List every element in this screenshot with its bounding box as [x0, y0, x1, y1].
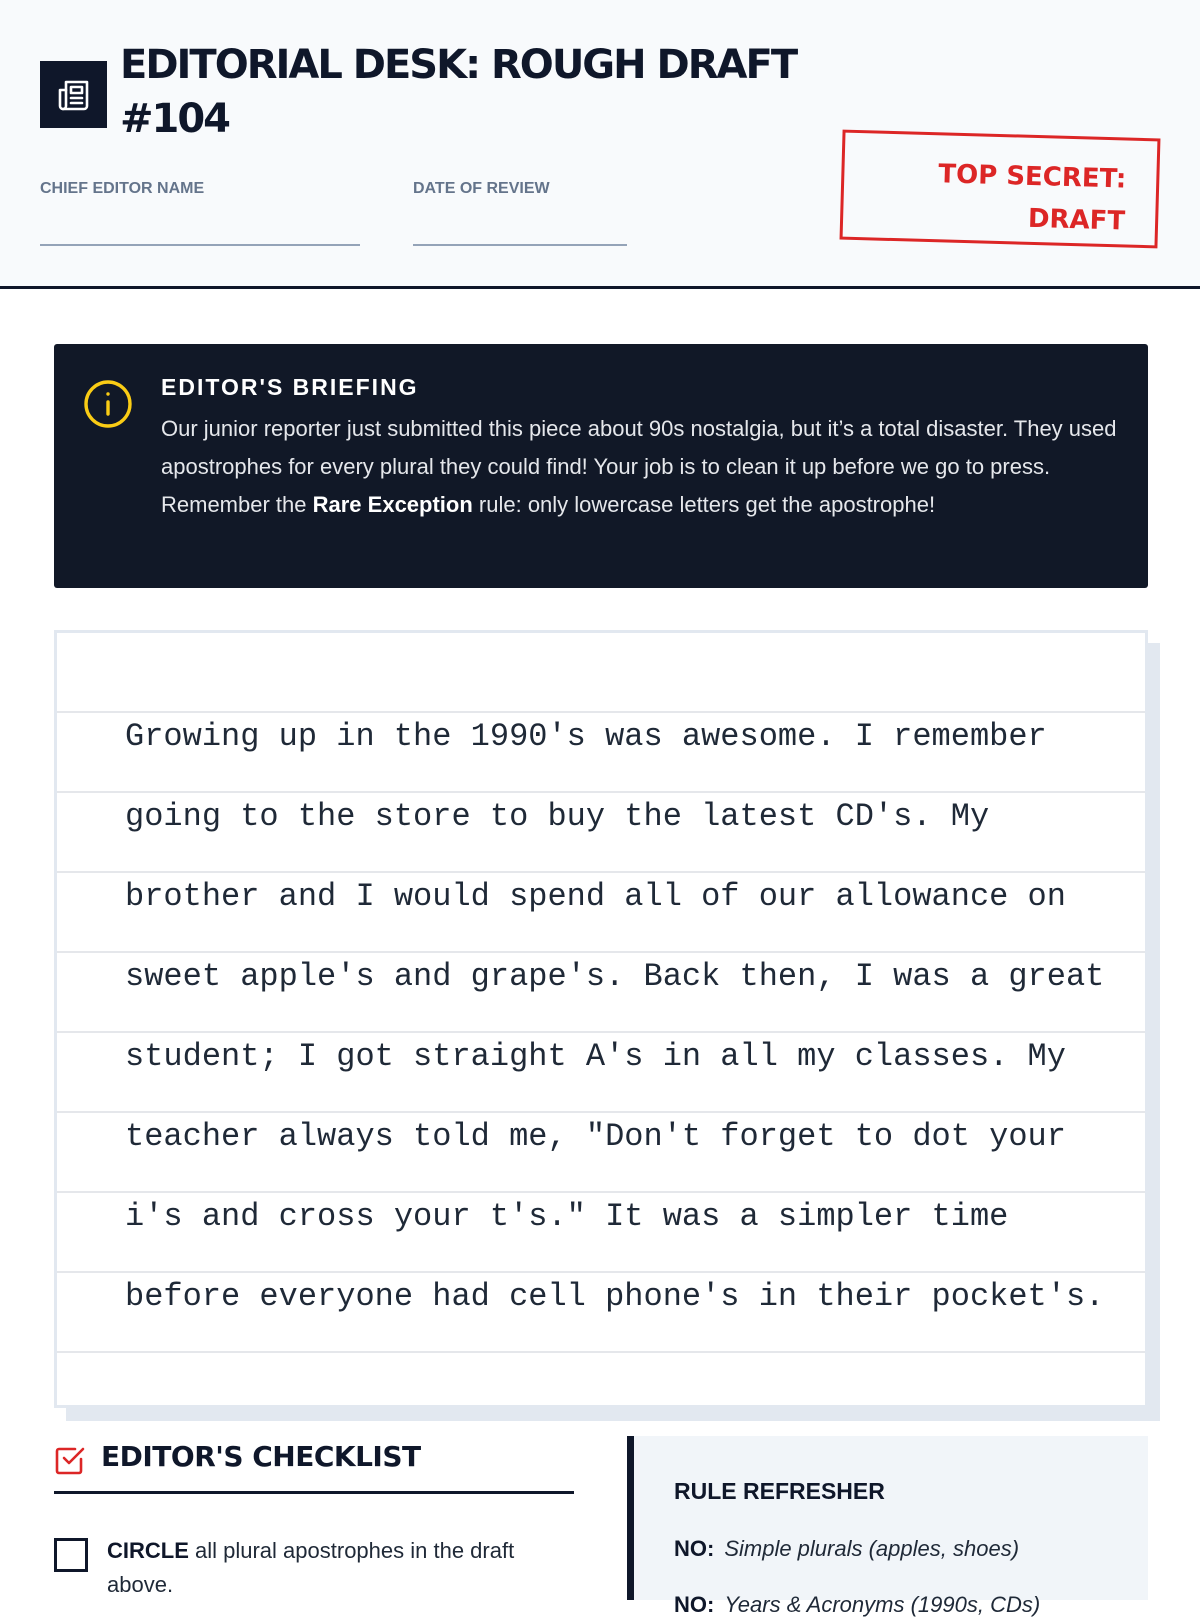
review-date-label: DATE OF REVIEW [413, 180, 550, 197]
newspaper-icon [54, 75, 94, 115]
task-verb: CIRCLE [107, 1538, 189, 1563]
task-text [107, 1534, 567, 1602]
checklist-header [54, 1436, 574, 1494]
chief-editor-label: CHIEF EDITOR NAME [40, 180, 205, 197]
rule-tag: NO: [674, 1536, 715, 1561]
logo [40, 61, 107, 128]
worksheet-header [0, 0, 1200, 289]
draft-line: Growing up in the 1990's was awesome. I remember [125, 718, 1047, 755]
draft-line: brother and I would spend all of our allowance on [125, 878, 1066, 915]
draft-paper [54, 630, 1148, 1408]
draft-text [125, 713, 1125, 1353]
refresher-rule [674, 1536, 1019, 1562]
checkbox-icon [54, 1444, 86, 1476]
briefing-text [161, 410, 1121, 524]
task-description: all plural apostrophes in the draft above. [107, 1538, 515, 1597]
draft-line: sweet apple's and grape's. Back then, I was a great [125, 958, 1105, 995]
draft-line: student; I got straight A's in all my classes. My [125, 1038, 1066, 1075]
review-date-input-line[interactable] [413, 244, 627, 246]
rule-refresher [627, 1436, 1148, 1617]
page-title: EDITORIAL DESK: ROUGH DRAFT #104 [120, 42, 797, 142]
review-date-field[interactable] [413, 180, 628, 198]
briefing-emphasis: Rare Exception [312, 492, 473, 517]
draft-line: teacher always told me, "Don't forget to dot your [125, 1118, 1066, 1155]
chief-editor-input-line[interactable] [40, 244, 360, 246]
draft-line: before everyone had cell phone's in their pocket's. [125, 1278, 1105, 1315]
editors-checklist [54, 1436, 574, 1597]
rule-tag: NO: [674, 1592, 715, 1617]
chief-editor-field[interactable] [40, 180, 362, 198]
task-checkbox[interactable] [54, 1538, 88, 1572]
refresher-rule [674, 1592, 1040, 1618]
stamp-line-1: TOP SECRET: [937, 159, 1127, 195]
top-secret-stamp [840, 130, 1161, 249]
rule-value: Simple plurals (apples, shoes) [724, 1536, 1020, 1561]
info-icon [82, 378, 134, 430]
stamp-line-2: DRAFT [1027, 203, 1126, 237]
draft-line: i's and cross your t's." It was a simpler time [125, 1198, 1009, 1235]
briefing-title: EDITOR'S BRIEFING [161, 374, 419, 400]
briefing-text-start: Our junior reporter just submitted this piece about 90s nostalgia, but it’s a total disaster. They used apostrophes for every plural they could find! Your job is to clean it up before we go to press. Remember the [161, 416, 1117, 517]
checklist-title: EDITOR'S CHECKLIST [101, 1440, 421, 1473]
briefing-text-end: rule: only lowercase letters get the apostrophe! [472, 492, 936, 517]
draft-line: going to the store to buy the latest CD's. My [125, 798, 990, 835]
editors-briefing [54, 344, 1148, 588]
refresher-title: RULE REFRESHER [674, 1478, 885, 1504]
rule-value: Years & Acronyms (1990s, CDs) [724, 1592, 1041, 1617]
